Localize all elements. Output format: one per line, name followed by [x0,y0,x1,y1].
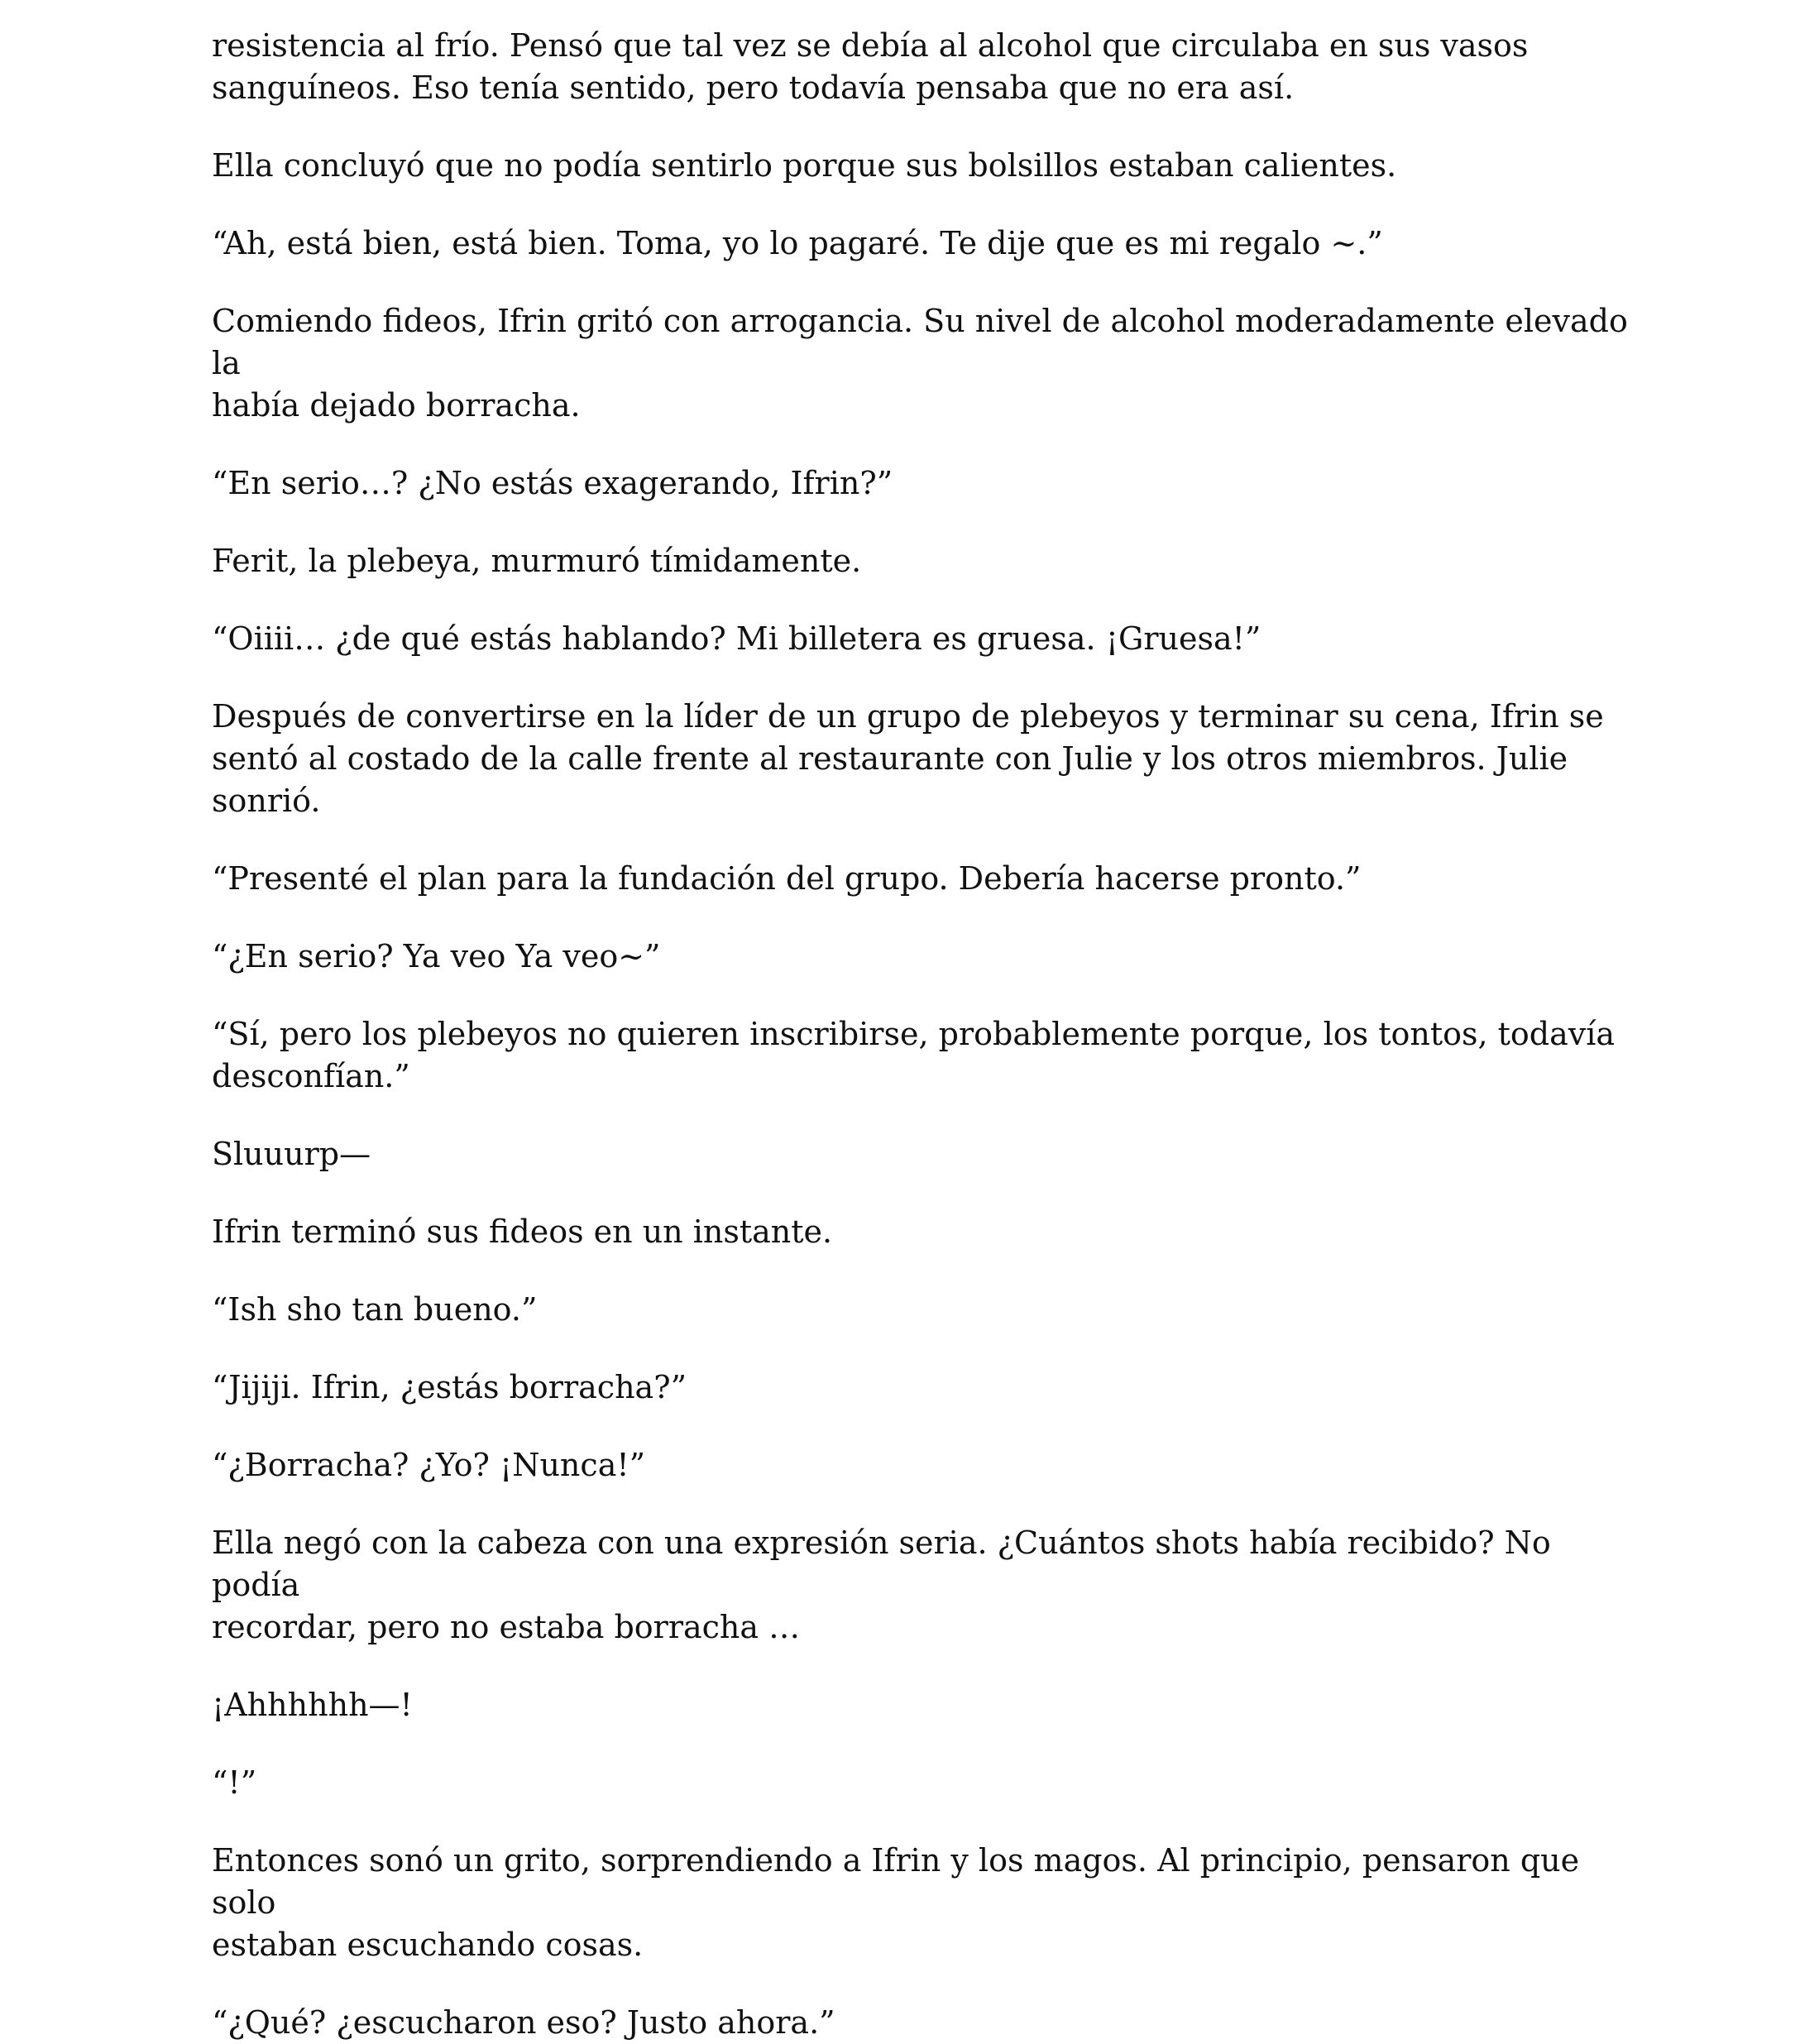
paragraph: resistencia al frío. Pensó que tal vez se debía al alcohol que circulaba en sus vasos sanguíneos. Eso tenía sentido, pero todavía pensaba que no era así. [212,27,1529,106]
paragraph: Sluuurp— [212,1136,371,1172]
paragraph: “Sí, pero los plebeyos no quieren inscribirse, probablemente porque, los tontos, todavía desconfían.” [212,1016,1616,1094]
paragraph: Entonces sonó un grito, sorprendiendo a Ifrin y los magos. Al principio, pensaron que solo estaban escuchando cosas. [212,1842,1580,1963]
paragraph: “¿Borracha? ¿Yo? ¡Nunca!” [212,1447,646,1483]
paragraph: Ifrin terminó sus fideos en un instante. [212,1213,833,1250]
paragraph: ¡Ahhhhhh—! [212,1687,413,1723]
paragraph: “Ah, está bien, está bien. Toma, yo lo pagaré. Te dije que es mi regalo ~.” [212,225,1383,261]
paragraph: “Presenté el plan para la fundación del grupo. Debería hacerse pronto.” [212,860,1362,897]
paragraph: Comiendo fideos, Ifrin gritó con arrogancia. Su nivel de alcohol moderadamente elevado la había dejado borracha. [212,303,1628,424]
document-page [212,25,1635,2044]
paragraph: Ferit, la plebeya, murmuró tímidamente. [212,543,862,579]
paragraph: “En serio…? ¿No estás exagerando, Ifrin?” [212,465,893,501]
paragraph: “¿Qué? ¿escucharon eso? Justo ahora.” [212,2004,835,2041]
paragraph: Ella concluyó que no podía sentirlo porque sus bolsillos estaban calientes. [212,147,1397,184]
paragraph: “¿En serio? Ya veo Ya veo~” [212,938,661,974]
paragraph: Ella negó con la cabeza con una expresión seria. ¿Cuántos shots había recibido? No podía recordar, pero no estaba borracha … [212,1525,1551,1645]
paragraph: Después de convertirse en la líder de un grupo de plebeyos y terminar su cena, Ifrin se sentó al costado de la calle frente al restaurante con Julie y los otros miembros. Julie sonrió. [212,698,1604,819]
paragraph: “Ish sho tan bueno.” [212,1291,538,1328]
paragraph: “!” [212,1764,257,1801]
paragraph: “Oiiii… ¿de qué estás hablando? Mi billetera es gruesa. ¡Gruesa!” [212,620,1261,657]
paragraph: “Jijiji. Ifrin, ¿estás borracha?” [212,1369,687,1405]
